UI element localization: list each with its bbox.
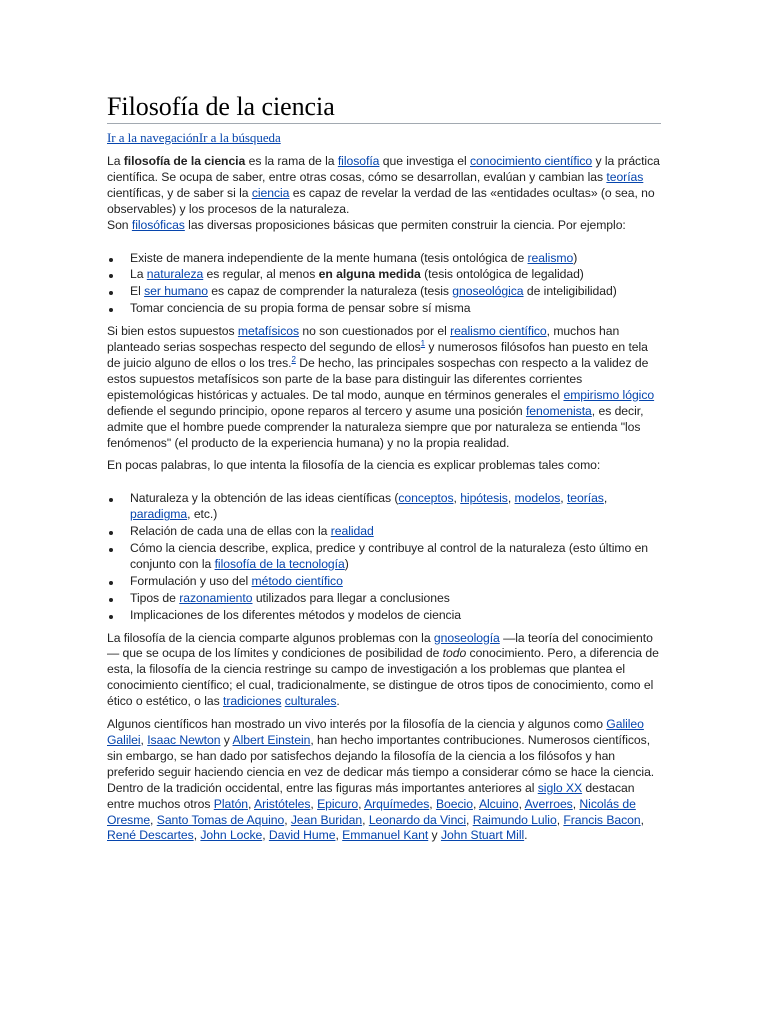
bold-text: en alguna medida xyxy=(318,267,421,282)
text: , muchos han planteado serias sospechas respecto del segundo de ellos xyxy=(107,324,620,355)
link-realidad[interactable]: realidad xyxy=(330,524,374,539)
text: es la rama de la xyxy=(245,154,338,168)
link-philosopher[interactable]: Arquímedes xyxy=(364,796,430,811)
link-filosofia[interactable]: filosofía xyxy=(337,154,380,168)
list-item: Naturaleza y la obtención de las ideas científicas (conceptos, hipótesis, modelos, teorías, paradigma, etc.) xyxy=(130,491,661,523)
text: Tomar conciencia de su propia forma de pensar sobre sí misma xyxy=(130,301,471,316)
link-philosopher[interactable]: Raimundo Lulio xyxy=(472,812,557,827)
text: es regular, al menos xyxy=(203,267,319,282)
link-siglo-xx[interactable]: siglo XX xyxy=(537,780,583,795)
assumptions-list xyxy=(107,251,661,318)
link-modelos[interactable]: modelos xyxy=(514,491,561,506)
paragraph-gnoseologia xyxy=(107,631,661,711)
list-item xyxy=(130,301,661,317)
text: defiende el segundo principio, opone reparos al tercero y asume una posición xyxy=(107,403,526,418)
text: y xyxy=(428,828,441,843)
list-item xyxy=(130,541,661,573)
paragraph-problemas: En pocas palabras, lo que intenta la filosofía de la ciencia es explicar problemas tales como: xyxy=(107,458,601,473)
list-item xyxy=(130,608,661,624)
link-ciencia[interactable]: ciencia xyxy=(251,185,290,200)
link-filosoficas[interactable]: filosóficas xyxy=(131,217,185,232)
text: de inteligibilidad) xyxy=(523,284,617,299)
text: Implicaciones de los diferentes métodos y modelos de ciencia xyxy=(130,607,461,622)
link-gnoseologica[interactable]: gnoseológica xyxy=(452,284,524,299)
text: Formulación y uso del xyxy=(130,573,252,588)
link-teorias[interactable]: teorías xyxy=(606,169,644,184)
link-philosopher[interactable]: Alcuino xyxy=(478,796,519,811)
list-item xyxy=(130,574,661,590)
link-philosopher[interactable]: Nicolás de Oresme xyxy=(107,796,636,827)
text: es capaz de revelar la verdad de las «entidades ocultas» (o sea, no observables) y los procesos de la naturaleza. xyxy=(107,185,655,216)
term-bold: filosofía de la ciencia xyxy=(123,154,246,168)
link-culturales[interactable]: culturales xyxy=(284,694,337,709)
page-title: Filosofía de la ciencia xyxy=(107,92,661,124)
link-philosopher[interactable]: René Descartes xyxy=(107,828,194,843)
link-teorias[interactable]: teorías xyxy=(566,491,604,506)
link-philosopher[interactable]: Leonardo da Vinci xyxy=(368,812,466,827)
paragraph-cientificos: Algunos científicos han mostrado un vivo interés por la filosofía de la ciencia y algunos como Galileo Galilei, Isaac Newton y Albert Einstein, han hecho importantes contribuciones. Numerosos científicos, sin embargo, se han dado por satisfechos dejando la filosofía de la ciencia a los filósofos y han preferido seguir haciendo ciencia en vez de dedicar más tiempo a considerar cómo se hace la ciencia. Dentro de la tradición occidental, entre las figuras más importantes anteriores al siglo XX destacan entre muchos otros Platón, Aristóteles, Epicuro, Arquímedes, Boecio, Alcuino, Averroes, Nicolás de Oresme, Santo Tomas de Aquino, Jean Buridan, Leonardo da Vinci, Raimundo Lulio, Francis Bacon, René Descartes, John Locke, David Hume, Emmanuel Kant y John Stuart Mill. xyxy=(107,717,655,843)
text: destacan entre muchos otros xyxy=(107,780,635,811)
list-item xyxy=(130,524,661,540)
text: Relación de cada una de ellas con la xyxy=(130,524,331,539)
article xyxy=(107,92,661,851)
link-paradigma[interactable]: paradigma xyxy=(130,507,188,522)
text: conocimiento. Pero, a diferencia de esta, la filosofía de la ciencia restringe su campo de investigación a los problemas que plantea el conocimiento científico; el cual, tradicionalmente, se distingue de otros tipos de conocimiento, como el ético o estético, o las xyxy=(107,646,659,709)
italic-text: todo xyxy=(442,646,467,661)
link-fenomenista[interactable]: fenomenista xyxy=(525,403,592,418)
link-philosopher[interactable]: Santo Tomas de Aquino xyxy=(156,812,285,827)
text: y la práctica científica. Se ocupa de saber, entre otras cosas, cómo se desarrollan, evalúan y cambian las xyxy=(107,154,660,184)
link-tradiciones[interactable]: tradiciones xyxy=(223,694,282,709)
text: . xyxy=(524,828,528,843)
list-item xyxy=(130,284,661,300)
text: Tipos de xyxy=(130,590,180,605)
text: no son cuestionados por el xyxy=(299,324,451,339)
jump-to-navigation-link[interactable]: Ir a la navegación xyxy=(107,130,199,145)
link-metodo-cientifico[interactable]: método científico xyxy=(251,573,343,588)
link-realismo[interactable]: realismo xyxy=(527,250,574,265)
link-conocimiento-cientifico[interactable]: conocimiento científico xyxy=(469,154,593,168)
link-galileo-galilei[interactable]: Galileo Galilei xyxy=(107,717,644,747)
link-philosopher[interactable]: Francis Bacon xyxy=(563,812,641,827)
link-albert-einstein[interactable]: Albert Einstein xyxy=(232,733,311,747)
link-philosopher[interactable]: Emmanuel Kant xyxy=(342,828,429,843)
list-item xyxy=(130,267,661,283)
list-item xyxy=(130,591,661,607)
text: Son xyxy=(107,217,132,232)
text: utilizados para llegar a conclusiones xyxy=(252,590,450,605)
link-metafisicos[interactable]: metafísicos xyxy=(237,324,300,339)
link-ser-humano[interactable]: ser humano xyxy=(144,284,208,299)
link-philosopher[interactable]: John Locke xyxy=(200,828,263,843)
jump-links xyxy=(107,130,661,146)
text: , etc.) xyxy=(187,507,218,522)
text: Existe de manera independiente de la mente humana (tesis ontológica de xyxy=(130,250,528,265)
text: La xyxy=(130,267,147,282)
link-philosopher[interactable]: Averroes xyxy=(524,796,573,811)
link-isaac-newton[interactable]: Isaac Newton xyxy=(147,733,221,747)
text: , es decir, admite que el hombre puede comprender la naturaleza siempre que por naturaleza se entienda "los fenómenos" (el producto de la experiencia humana) y no la propia realidad. xyxy=(107,403,644,450)
intro-paragraph xyxy=(107,154,661,234)
link-john-stuart-mill[interactable]: John Stuart Mill xyxy=(440,828,525,843)
text: Naturaleza y la obtención de las ideas científicas ( xyxy=(130,491,399,506)
text: La xyxy=(107,154,124,168)
reference-link[interactable]: 1 xyxy=(420,339,426,348)
text: ) xyxy=(573,250,578,265)
problems-list xyxy=(107,491,661,623)
link-empirismo-logico[interactable]: empirismo lógico xyxy=(563,387,655,402)
link-conceptos[interactable]: conceptos xyxy=(398,491,454,506)
text: —la teoría del conocimiento— que se ocupa de los límites y condiciones de posibilidad de xyxy=(107,630,653,661)
link-hipotesis[interactable]: hipótesis xyxy=(460,491,508,506)
text: Algunos científicos han mostrado un vivo interés por la filosofía de la ciencia y algunos como xyxy=(107,717,607,732)
text: Si bien estos supuestos xyxy=(107,324,238,339)
reference-link[interactable]: 2 xyxy=(291,354,296,364)
link-razonamiento[interactable]: razonamiento xyxy=(179,590,253,605)
link-gnoseologia[interactable]: gnoseología xyxy=(433,630,500,645)
link-philosopher[interactable]: Jean Buridan xyxy=(290,812,363,827)
text: y xyxy=(220,733,233,747)
text: las diversas proposiciones básicas que permiten construir la ciencia. Por ejemplo: xyxy=(184,217,626,232)
text: (tesis ontológica de legalidad) xyxy=(420,267,584,282)
link-philosopher[interactable]: Boecio xyxy=(435,796,473,811)
text: , han hecho importantes contribuciones. Numerosos científicos, sin embargo, se han dado por satisfechos dejando la filosofía de la ciencia a los filósofos y han preferido seguir haciendo ciencia en vez de dedicar más tiempo a considerar cómo se hace la ciencia. Dentro de la tradición occidental, entre las figuras más importantes anteriores al xyxy=(107,733,655,795)
philosopher-links: Platón, Aristóteles, Epicuro, Arquímedes, Boecio, Alcuino, Averroes, Nicolás de Oresme, Santo Tomas de Aquino, Jean Buridan, Leonardo da Vinci, Raimundo Lulio, Francis Bacon, René Descartes, John Locke, David Hume, Emmanuel Kant xyxy=(107,796,644,843)
link-filosofia-de-la-tecnologia[interactable]: filosofía de la tecnología xyxy=(214,556,345,571)
text: De hecho, las principales sospechas con respecto a la validez de estos supuestos metafísicos son parte de la base para distinguir las diferentes corrientes epistemológicas históricas y actuales. De tal modo, aunque en términos generales el xyxy=(107,355,649,402)
link-philosopher[interactable]: David Hume xyxy=(268,828,336,843)
text: que investiga el xyxy=(379,154,470,168)
link-philosopher[interactable]: Platón xyxy=(213,796,249,811)
link-philosopher[interactable]: Epicuro xyxy=(317,796,359,811)
link-realismo-cientifico[interactable]: realismo científico xyxy=(450,324,547,339)
link-naturaleza[interactable]: naturaleza xyxy=(146,267,204,282)
text: El xyxy=(130,284,145,299)
text: Cómo la ciencia describe, explica, predice y contribuye al control de la naturaleza (esto último en conjunto con la xyxy=(130,541,649,571)
paragraph-supuestos xyxy=(107,324,661,451)
link-philosopher[interactable]: Aristóteles xyxy=(254,796,311,811)
text: y numerosos filósofos han puesto en tela de juicio alguno de ellos o los tres. xyxy=(107,340,648,370)
jump-to-search-link[interactable]: Ir a la búsqueda xyxy=(198,130,281,145)
list-item xyxy=(130,251,661,267)
text: . xyxy=(336,694,340,709)
text: científicas, y de saber si la xyxy=(107,185,252,200)
text: ) xyxy=(344,556,349,571)
text: La filosofía de la ciencia comparte algunos problemas con la xyxy=(107,630,434,645)
text: es capaz de comprender la naturaleza (tesis xyxy=(207,284,453,299)
